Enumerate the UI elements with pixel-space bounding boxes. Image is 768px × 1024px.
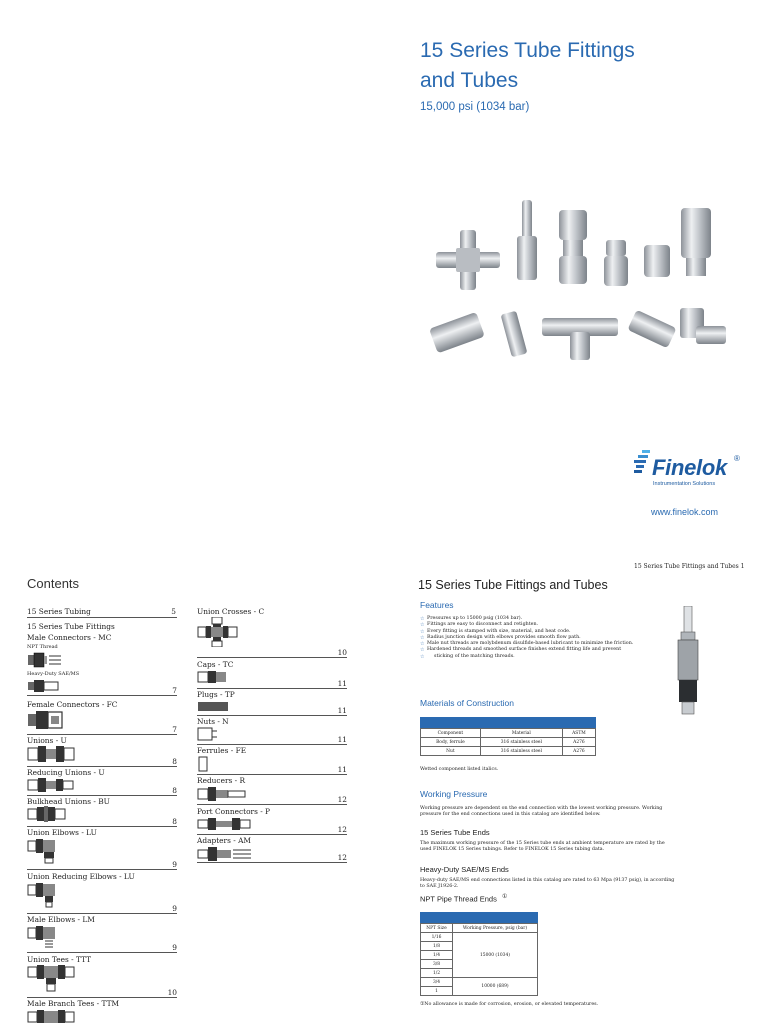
table-row: Nut 316 stainless steel A276	[421, 747, 596, 756]
toc-page-number: 12	[197, 795, 347, 805]
toc-subentry: NPT Thread	[27, 644, 58, 650]
footnote-mark: ①	[501, 894, 508, 900]
list-item: ☆ Hardened threads and smoothed surface finishes extend fitting life and prevent	[420, 647, 660, 653]
toc-page-number: 8	[27, 786, 177, 796]
toc-page-number: 11	[197, 679, 347, 689]
toc-subentry: Heavy-Duty SAE/MS	[27, 671, 80, 677]
toc-page-number: 10	[197, 648, 347, 658]
npt-ends-heading: NPT Pipe Thread Ends ①	[420, 894, 508, 904]
toc-page-number: 11	[197, 735, 347, 745]
working-pressure-text: Working pressure are dependent on the end connection with the lowest working pressure. Working pressure for the end connections used in this catalog are identified below.	[420, 806, 663, 818]
toc-page-number: 7	[27, 725, 177, 735]
toc-entry[interactable]: Union Elbows - LU	[27, 828, 97, 837]
toc-entry[interactable]: 15 Series Tubing 5	[27, 607, 176, 616]
table-row: 3/4 10000 (689)	[421, 978, 538, 987]
list-item: ☆ Pressures up to 15000 psig (1034 bar).	[420, 616, 660, 622]
toc-entry[interactable]: Union Crosses - C	[197, 607, 265, 616]
list-item: ☆ Every fitting is stamped with size, material, and heat code.	[420, 629, 660, 635]
toc-entry[interactable]: Union Tees - TTT	[27, 955, 92, 964]
toc-entry[interactable]: Plugs - TP	[197, 690, 235, 699]
cover-title-line-1: 15 Series Tube Fittings	[420, 39, 635, 62]
npt-table: NPT Size Working Pressure, psig (bar) 1/16 15000 (1034) 1/8 1/4 3/8 1/2 3/4 10000 (689) 1	[420, 923, 538, 996]
toc-entry[interactable]: Ferrules - FE	[197, 746, 247, 755]
page-title: 15 Series Tube Fittings and Tubes	[418, 578, 608, 592]
table-row: 1	[421, 987, 538, 996]
toc-entry[interactable]: Male Elbows - LM	[27, 915, 95, 924]
materials-note: Wetted component listed italics.	[420, 767, 499, 772]
toc-page-number: 9	[27, 860, 177, 870]
sae-ends-heading: Heavy-Duty SAE/MS Ends	[420, 865, 509, 874]
table-row: 1/16 15000 (1034)	[421, 933, 538, 942]
toc-page-number: 11	[197, 765, 347, 775]
table-row: Body, ferrule 316 stainless steel A276	[421, 738, 596, 747]
materials-heading: Materials of Construction	[420, 698, 515, 708]
fitting-section-drawing	[673, 606, 703, 716]
cover-title	[420, 36, 720, 96]
logo-registered-mark: ®	[734, 454, 740, 463]
contents-title: Contents	[27, 576, 80, 591]
toc-entry[interactable]: 15 Series Tube Fittings	[27, 622, 115, 631]
logo-wordmark: Finelok	[652, 455, 727, 480]
table-row: 1/4	[421, 951, 538, 960]
toc-entry[interactable]: Reducers - R	[197, 776, 246, 785]
toc-page-number: 8	[27, 757, 177, 767]
cover-title-line-2: and Tubes	[420, 69, 519, 92]
sae-ends-text: Heavy-duty SAE/MS end connections listed in this catalog are rated to 63 Mpa (9137 psig), in according to SAE J1926-2.	[420, 878, 675, 890]
toc-entry[interactable]: Male Branch Tees - TTM	[27, 999, 120, 1008]
tube-ends-text: The maximum working pressure of the 15 Series tube ends at ambient temperature are rated by the used FINELOK 15 Series tubings. Refer to FINELOK 15 Series tubing data.	[420, 841, 665, 853]
product-photo	[426, 200, 744, 372]
toc-entry[interactable]: Union Reducing Elbows - LU	[27, 872, 135, 881]
cover-subtitle: 15,000 psi (1034 bar)	[420, 101, 530, 113]
toc-page-number: 11	[197, 706, 347, 716]
table-row: 1/2	[421, 969, 538, 978]
tube-ends-heading: 15 Series Tube Ends	[420, 828, 490, 837]
toc-entry[interactable]: Female Connectors - FC	[27, 700, 118, 709]
toc-entry[interactable]: Unions - U	[27, 736, 67, 745]
materials-table: Component Material ASTM Body, ferrule 316 stainless steel A276 Nut 316 stainless steel A276	[420, 728, 596, 756]
male-connector-npt-icon	[27, 651, 63, 669]
toc-entry[interactable]: Bulkhead Unions - BU	[27, 797, 110, 806]
union-cross-icon	[197, 617, 239, 647]
list-item: ☆ Radius junction design with elbows provides smooth flow path.	[420, 635, 660, 641]
table-header-band	[420, 912, 538, 923]
working-pressure-heading: Working Pressure	[420, 789, 488, 799]
table-row: 3/8	[421, 960, 538, 969]
features-list	[420, 616, 660, 660]
npt-footnote: ①No allowance is made for corrosion, erosion, or elevated temperatures.	[420, 1002, 599, 1007]
logo-tagline: Instrumentation Solutions	[653, 481, 716, 487]
list-item: ☆ Fittings are easy to disconnect and retighten.	[420, 622, 660, 628]
male-branch-tee-icon	[27, 1009, 75, 1023]
toc-page-number: 12	[197, 853, 347, 863]
toc-entry[interactable]: Adapters - AM	[197, 836, 251, 845]
toc-page-number: 10	[27, 988, 177, 998]
list-item: ☆ Male nut threads are molybdenum disulfide-based lubricant to minimize the friction.	[420, 641, 660, 647]
toc-page-number: 7	[27, 686, 177, 696]
list-item: ☆ sticking of the matching threads.	[420, 654, 660, 660]
toc-page-number: 8	[27, 817, 177, 827]
toc-entry[interactable]: Nuts - N	[197, 717, 229, 726]
website-link[interactable]: www.finelok.com	[651, 507, 719, 517]
toc-entry[interactable]: Reducing Unions - U	[27, 768, 105, 777]
features-heading: Features	[420, 600, 454, 610]
toc-page-number: 9	[27, 904, 177, 914]
toc-page-number: 9	[27, 943, 177, 953]
toc-entry[interactable]: Caps - TC	[197, 660, 234, 669]
toc-entry[interactable]: Male Connectors - MC	[27, 633, 112, 642]
table-row: 1/8	[421, 942, 538, 951]
toc-entry[interactable]: Port Connectors - P	[197, 807, 271, 816]
toc-page-number: 12	[197, 825, 347, 835]
page-header: 15 Series Tube Fittings and Tubes 1	[634, 563, 745, 570]
table-header-band	[420, 717, 596, 728]
